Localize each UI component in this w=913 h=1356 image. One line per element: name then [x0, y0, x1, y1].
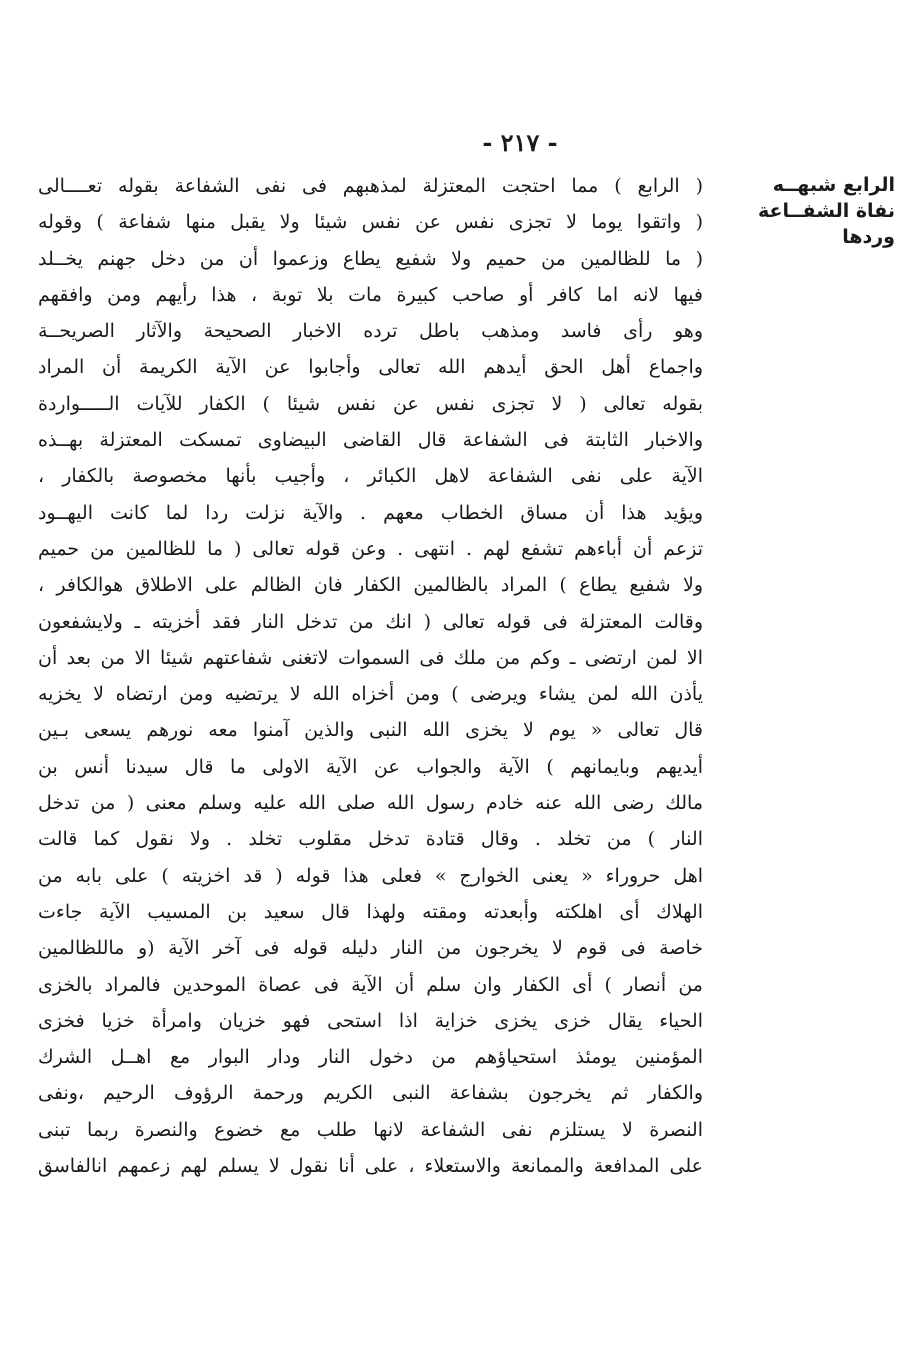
text-line: الا لمن ارتضى ـ وكم من ملك فى السموات لاتغنى شفاعتهم شيئا الا من بعد أن: [38, 646, 703, 669]
text-line: اهل حروراء « يعنى الخوارج » فعلى هذا قوله ( قد اخزيته ) على بابه من: [38, 864, 703, 887]
text-line: فيها لانه اما كافر أو صاحب كبيرة مات بلا توبة ، هذا رأيهم ومن وافقهم: [38, 283, 703, 306]
margin-heading-line: الرابع شبهــه: [772, 174, 895, 196]
text-line: تزعم أن أباءهم تشفع لهم . انتهى . وعن قوله تعالى ( ما للظالمين من حميم: [38, 537, 703, 560]
text-line: مالك رضى الله عنه خادم رسول الله صلى الله عليه وسلم معنى ( من تدخل: [38, 792, 703, 815]
text-line: والاخبار الثابتة فى الشفاعة قال القاضى البيضاوى تمسكت المعتزلة بهــذه: [38, 429, 703, 452]
text-line: ويؤيد هذا أن مساق الخطاب معهم . والآية نزلت ردا لما كانت اليهــود: [38, 501, 703, 524]
margin-heading-line: وردها: [842, 226, 895, 248]
text-line: بقوله تعالى ( لا تجزى نفس عن نفس شيئا ) الكفار للآيات الـــــواردة: [38, 392, 703, 415]
text-line: الآية على نفى الشفاعة لاهل الكبائر ، وأجيب بأنها مخصوصة بالكفار ،: [38, 465, 703, 488]
text-line: ولا شفيع يطاع ) المراد بالظالمين الكفار فان الظالم على الاطلاق هوالكافر ،: [38, 574, 703, 597]
margin-heading-line: نفاة الشفــاعة: [757, 200, 895, 222]
margin-heading: [720, 172, 895, 250]
text-line: والكفار ثم يخرجون بشفاعة النبى الكريم ورحمة الرؤوف الرحيم ،ونفى: [38, 1082, 703, 1105]
text-line: وقالت المعتزلة فى قوله تعالى ( انك من تدخل النار فقد أخزيته ـ ولايشفعون: [38, 610, 703, 633]
text-line: الهلاك أى اهلكته وأبعدته ومقته ولهذا قال سعيد بن المسيب الآية جاءت: [38, 900, 703, 923]
text-line: خاصة فى قوم لا يخرجون من النار دليله قوله فى آخر الآية (و ماللظالمين: [38, 937, 703, 960]
text-line: ( ما للظالمين من حميم ولا شفيع يطاع وزعموا أن من دخل جهنم يخــلد: [38, 247, 703, 270]
text-line: واجماع أهل الحق أيدهم الله تعالى وأجابوا عن الآية الكريمة أن المراد: [38, 356, 703, 379]
text-line: قال تعالى « يوم لا يخزى الله النبى والذين آمنوا معه نورهم يسعى بـين: [38, 719, 703, 742]
text-line: ( واتقوا يوما لا تجزى نفس عن نفس شيئا ولا يقبل منها شفاعة ) وقوله: [38, 211, 703, 234]
page-number: - ٢١٧ -: [482, 128, 558, 157]
text-line: من أنصار ) أى الكفار وان سلم أن الآية فى عصاة الموحدين فالمراد بالخزى: [38, 973, 703, 996]
text-line: المؤمنين يومئذ استحياؤهم من دخول النار ودار البوار مع اهــل الشرك: [38, 1046, 703, 1069]
text-line: النصرة لا يستلزم نفى الشفاعة لانها طلب مع خضوع والنصرة ربما تبنى: [38, 1118, 703, 1141]
text-line: أيديهم وبايمانهم ) الآية والجواب عن الآية الاولى ما قال سيدنا أنس بن: [38, 755, 703, 778]
text-line: وهو رأى فاسد ومذهب باطل ترده الاخبار الصحيحة والآثار الصريحــة: [38, 320, 703, 343]
text-line: الحياء يقال خزى يخزى خزاية اذا استحى فهو خزيان وامرأة خزيا فخزى: [38, 1009, 703, 1032]
text-line: على المدافعة والممانعة والاستعلاء ، على أنا نقول لا يسلم لهم زعمهم انالفاسق: [38, 1155, 703, 1178]
body-text: [38, 168, 703, 1184]
text-line: يأذن الله لمن يشاء ويرضى ) ومن أخزاه الله لا يرتضيه ومن ارتضاه لا يخزيه: [38, 683, 703, 706]
text-line: النار ) من تخلد . وقال قتادة تدخل مقلوب تخلد . ولا نقول كما قالت: [38, 828, 703, 851]
text-line: ( الرابع ) مما احتجت المعتزلة لمذهبهم فى نفى الشفاعة بقوله تعــــالى: [38, 175, 703, 197]
